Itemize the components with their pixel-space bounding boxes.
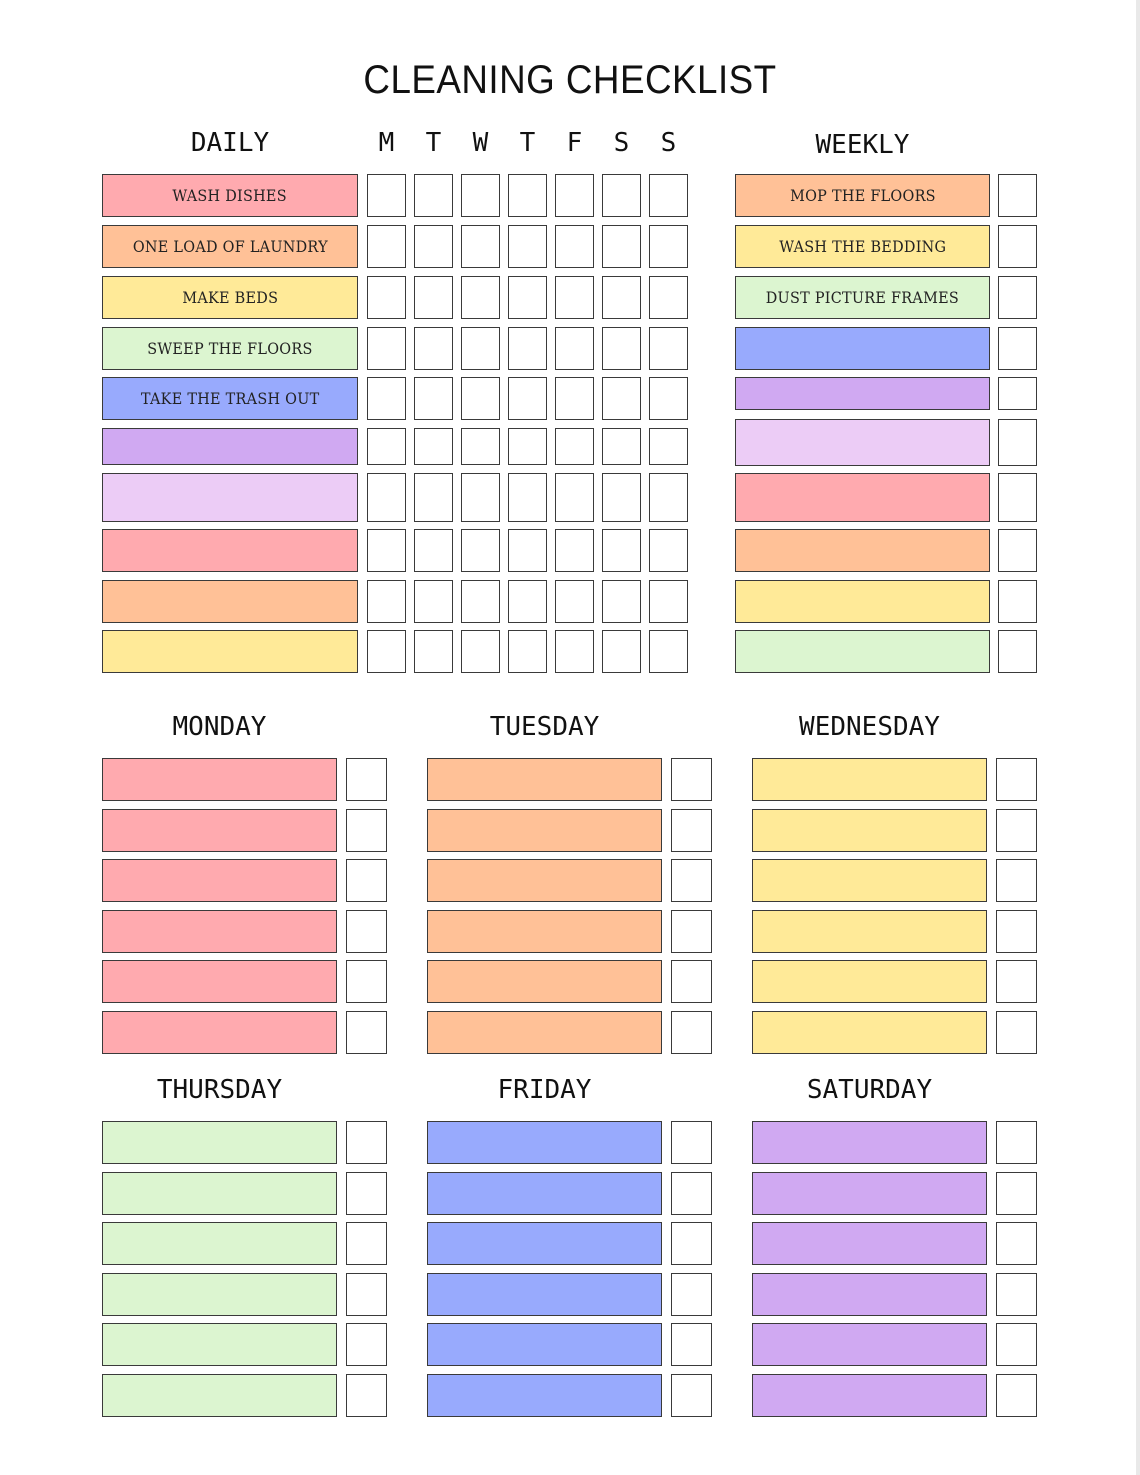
tuesday-checkbox[interactable] xyxy=(671,859,712,902)
daily-checkbox-6-3[interactable] xyxy=(508,473,547,522)
monday-task-bar xyxy=(102,859,337,902)
wednesday-checkbox[interactable] xyxy=(996,1011,1037,1054)
saturday-task-bar xyxy=(752,1121,987,1164)
weekly-task-label: WASH THE BEDDING xyxy=(778,237,947,256)
daily-checkbox-5-0[interactable] xyxy=(367,428,406,465)
daily-checkbox-0-0[interactable] xyxy=(367,174,406,217)
friday-task-bar xyxy=(427,1323,662,1366)
daily-task-1 xyxy=(102,225,358,268)
day-heading-saturday: SATURDAY xyxy=(806,1075,933,1105)
daily-task-0 xyxy=(102,174,358,217)
daily-checkbox-7-5[interactable] xyxy=(602,529,641,572)
day-heading-wednesday: WEDNESDAY xyxy=(799,712,940,742)
saturday-checkbox[interactable] xyxy=(996,1323,1037,1366)
monday-checkbox[interactable] xyxy=(346,910,387,953)
weekly-task-label: MOP THE FLOORS xyxy=(789,186,936,205)
daily-checkbox-6-1[interactable] xyxy=(414,473,453,522)
weekly-task-3 xyxy=(735,327,990,370)
saturday-checkbox[interactable] xyxy=(996,1172,1037,1215)
daily-checkbox-0-5[interactable] xyxy=(602,174,641,217)
daily-checkbox-0-1[interactable] xyxy=(414,174,453,217)
friday-task-bar xyxy=(427,1172,662,1215)
day-letter-3: T xyxy=(519,128,536,158)
weekly-checkbox-4[interactable] xyxy=(998,377,1037,410)
daily-checkbox-3-6[interactable] xyxy=(649,327,688,370)
wednesday-checkbox[interactable] xyxy=(996,809,1037,852)
daily-checkbox-9-3[interactable] xyxy=(508,630,547,673)
daily-checkbox-2-5[interactable] xyxy=(602,276,641,319)
daily-checkbox-1-6[interactable] xyxy=(649,225,688,268)
monday-task-bar xyxy=(102,960,337,1003)
thursday-checkbox[interactable] xyxy=(346,1323,387,1366)
daily-checkbox-3-4[interactable] xyxy=(555,327,594,370)
daily-checkbox-9-2[interactable] xyxy=(461,630,500,673)
daily-task-label: MAKE BEDS xyxy=(182,288,278,307)
day-letter-4: F xyxy=(566,128,583,158)
daily-checkbox-5-1[interactable] xyxy=(414,428,453,465)
thursday-task-bar xyxy=(102,1121,337,1164)
wednesday-checkbox[interactable] xyxy=(996,910,1037,953)
daily-checkbox-0-4[interactable] xyxy=(555,174,594,217)
daily-checkbox-7-6[interactable] xyxy=(649,529,688,572)
daily-checkbox-3-3[interactable] xyxy=(508,327,547,370)
daily-checkbox-3-1[interactable] xyxy=(414,327,453,370)
daily-checkbox-7-4[interactable] xyxy=(555,529,594,572)
weekly-task-0 xyxy=(735,174,990,217)
daily-checkbox-0-3[interactable] xyxy=(508,174,547,217)
thursday-task-bar xyxy=(102,1374,337,1417)
saturday-task-bar xyxy=(752,1273,987,1316)
tuesday-checkbox[interactable] xyxy=(671,809,712,852)
weekly-task-2 xyxy=(735,276,990,319)
page-title: CLEANING CHECKLIST xyxy=(363,58,777,102)
wednesday-task-bar xyxy=(752,758,987,801)
daily-checkbox-1-1[interactable] xyxy=(414,225,453,268)
wednesday-task-bar xyxy=(752,1011,987,1054)
monday-checkbox[interactable] xyxy=(346,758,387,801)
weekly-task-9 xyxy=(735,630,990,673)
weekly-checkbox-0[interactable] xyxy=(998,174,1037,217)
saturday-task-bar xyxy=(752,1374,987,1417)
friday-task-bar xyxy=(427,1222,662,1265)
daily-checkbox-8-4[interactable] xyxy=(555,580,594,623)
daily-checkbox-7-0[interactable] xyxy=(367,529,406,572)
thursday-checkbox[interactable] xyxy=(346,1121,387,1164)
day-letter-5: S xyxy=(613,128,630,158)
wednesday-task-bar xyxy=(752,960,987,1003)
daily-checkbox-2-2[interactable] xyxy=(461,276,500,319)
tuesday-task-bar xyxy=(427,859,662,902)
tuesday-task-bar xyxy=(427,758,662,801)
weekly-checkbox-5[interactable] xyxy=(998,419,1037,466)
daily-task-label: ONE LOAD OF LAUNDRY xyxy=(132,237,328,256)
weekly-checkbox-9[interactable] xyxy=(998,630,1037,673)
weekly-heading: WEEKLY xyxy=(815,130,910,160)
daily-checkbox-6-4[interactable] xyxy=(555,473,594,522)
daily-task-5 xyxy=(102,428,358,465)
daily-checkbox-9-6[interactable] xyxy=(649,630,688,673)
monday-checkbox[interactable] xyxy=(346,809,387,852)
tuesday-checkbox[interactable] xyxy=(671,1011,712,1054)
daily-task-3 xyxy=(102,327,358,370)
daily-checkbox-6-0[interactable] xyxy=(367,473,406,522)
daily-task-6 xyxy=(102,473,358,522)
weekly-checkbox-3[interactable] xyxy=(998,327,1037,370)
daily-checkbox-8-1[interactable] xyxy=(414,580,453,623)
monday-task-bar xyxy=(102,1011,337,1054)
daily-checkbox-4-3[interactable] xyxy=(508,377,547,420)
daily-checkbox-3-0[interactable] xyxy=(367,327,406,370)
daily-task-7 xyxy=(102,529,358,572)
daily-checkbox-4-2[interactable] xyxy=(461,377,500,420)
day-heading-thursday: THURSDAY xyxy=(156,1075,283,1105)
wednesday-checkbox[interactable] xyxy=(996,960,1037,1003)
wednesday-checkbox[interactable] xyxy=(996,758,1037,801)
daily-checkbox-5-2[interactable] xyxy=(461,428,500,465)
daily-task-8 xyxy=(102,580,358,623)
thursday-checkbox[interactable] xyxy=(346,1273,387,1316)
monday-checkbox[interactable] xyxy=(346,960,387,1003)
thursday-task-bar xyxy=(102,1172,337,1215)
daily-checkbox-4-6[interactable] xyxy=(649,377,688,420)
wednesday-task-bar xyxy=(752,809,987,852)
wednesday-task-bar xyxy=(752,910,987,953)
weekly-checkbox-2[interactable] xyxy=(998,276,1037,319)
daily-task-2 xyxy=(102,276,358,319)
weekly-checkbox-1[interactable] xyxy=(998,225,1037,268)
friday-checkbox[interactable] xyxy=(671,1323,712,1366)
day-heading-tuesday: TUESDAY xyxy=(489,712,600,742)
friday-task-bar xyxy=(427,1374,662,1417)
daily-checkbox-1-5[interactable] xyxy=(602,225,641,268)
day-letter-1: T xyxy=(425,128,442,158)
saturday-task-bar xyxy=(752,1323,987,1366)
daily-checkbox-7-1[interactable] xyxy=(414,529,453,572)
weekly-task-8 xyxy=(735,580,990,623)
weekly-checkbox-8[interactable] xyxy=(998,580,1037,623)
daily-checkbox-4-5[interactable] xyxy=(602,377,641,420)
daily-checkbox-0-2[interactable] xyxy=(461,174,500,217)
daily-checkbox-9-1[interactable] xyxy=(414,630,453,673)
daily-task-label: SWEEP THE FLOORS xyxy=(147,339,313,358)
weekly-task-1 xyxy=(735,225,990,268)
day-letter-6: S xyxy=(660,128,677,158)
daily-checkbox-2-0[interactable] xyxy=(367,276,406,319)
saturday-checkbox[interactable] xyxy=(996,1374,1037,1417)
daily-checkbox-9-5[interactable] xyxy=(602,630,641,673)
thursday-task-bar xyxy=(102,1222,337,1265)
friday-checkbox[interactable] xyxy=(671,1374,712,1417)
weekly-checkbox-7[interactable] xyxy=(998,529,1037,572)
friday-checkbox[interactable] xyxy=(671,1121,712,1164)
tuesday-checkbox[interactable] xyxy=(671,910,712,953)
daily-checkbox-2-6[interactable] xyxy=(649,276,688,319)
thursday-checkbox[interactable] xyxy=(346,1172,387,1215)
day-letter-0: M xyxy=(378,128,395,158)
daily-checkbox-5-6[interactable] xyxy=(649,428,688,465)
daily-checkbox-7-3[interactable] xyxy=(508,529,547,572)
friday-checkbox[interactable] xyxy=(671,1222,712,1265)
daily-heading: DAILY xyxy=(190,128,270,158)
daily-checkbox-5-4[interactable] xyxy=(555,428,594,465)
daily-checkbox-2-1[interactable] xyxy=(414,276,453,319)
daily-checkbox-4-1[interactable] xyxy=(414,377,453,420)
daily-checkbox-8-2[interactable] xyxy=(461,580,500,623)
saturday-checkbox[interactable] xyxy=(996,1121,1037,1164)
friday-task-bar xyxy=(427,1273,662,1316)
weekly-checkbox-6[interactable] xyxy=(998,473,1037,522)
daily-task-label: TAKE THE TRASH OUT xyxy=(140,389,320,408)
thursday-task-bar xyxy=(102,1273,337,1316)
daily-checkbox-3-5[interactable] xyxy=(602,327,641,370)
daily-task-4 xyxy=(102,377,358,420)
tuesday-checkbox[interactable] xyxy=(671,758,712,801)
day-heading-friday: FRIDAY xyxy=(497,1075,592,1105)
daily-checkbox-9-0[interactable] xyxy=(367,630,406,673)
tuesday-task-bar xyxy=(427,809,662,852)
daily-checkbox-3-2[interactable] xyxy=(461,327,500,370)
daily-checkbox-1-4[interactable] xyxy=(555,225,594,268)
daily-checkbox-2-3[interactable] xyxy=(508,276,547,319)
weekly-task-7 xyxy=(735,529,990,572)
daily-checkbox-2-4[interactable] xyxy=(555,276,594,319)
daily-checkbox-1-0[interactable] xyxy=(367,225,406,268)
monday-checkbox[interactable] xyxy=(346,1011,387,1054)
daily-checkbox-8-6[interactable] xyxy=(649,580,688,623)
daily-checkbox-1-3[interactable] xyxy=(508,225,547,268)
friday-task-bar xyxy=(427,1121,662,1164)
weekly-task-6 xyxy=(735,473,990,522)
daily-checkbox-6-2[interactable] xyxy=(461,473,500,522)
saturday-task-bar xyxy=(752,1172,987,1215)
daily-checkbox-6-6[interactable] xyxy=(649,473,688,522)
tuesday-task-bar xyxy=(427,960,662,1003)
page-edge xyxy=(1136,0,1140,1475)
daily-task-label: WASH DISHES xyxy=(172,186,288,205)
monday-task-bar xyxy=(102,910,337,953)
daily-checkbox-5-5[interactable] xyxy=(602,428,641,465)
monday-task-bar xyxy=(102,809,337,852)
daily-checkbox-7-2[interactable] xyxy=(461,529,500,572)
monday-checkbox[interactable] xyxy=(346,859,387,902)
daily-checkbox-8-3[interactable] xyxy=(508,580,547,623)
thursday-task-bar xyxy=(102,1323,337,1366)
weekly-task-4 xyxy=(735,377,990,410)
day-letter-2: W xyxy=(472,128,489,158)
daily-checkbox-6-5[interactable] xyxy=(602,473,641,522)
day-heading-monday: MONDAY xyxy=(172,712,267,742)
friday-checkbox[interactable] xyxy=(671,1273,712,1316)
daily-checkbox-5-3[interactable] xyxy=(508,428,547,465)
weekly-task-label: DUST PICTURE FRAMES xyxy=(765,288,960,307)
wednesday-checkbox[interactable] xyxy=(996,859,1037,902)
daily-checkbox-4-0[interactable] xyxy=(367,377,406,420)
saturday-checkbox[interactable] xyxy=(996,1273,1037,1316)
daily-checkbox-8-0[interactable] xyxy=(367,580,406,623)
daily-checkbox-4-4[interactable] xyxy=(555,377,594,420)
tuesday-task-bar xyxy=(427,910,662,953)
tuesday-task-bar xyxy=(427,1011,662,1054)
thursday-checkbox[interactable] xyxy=(346,1374,387,1417)
friday-checkbox[interactable] xyxy=(671,1172,712,1215)
wednesday-task-bar xyxy=(752,859,987,902)
thursday-checkbox[interactable] xyxy=(346,1222,387,1265)
daily-checkbox-0-6[interactable] xyxy=(649,174,688,217)
weekly-task-5 xyxy=(735,419,990,466)
daily-checkbox-9-4[interactable] xyxy=(555,630,594,673)
daily-task-9 xyxy=(102,630,358,673)
saturday-task-bar xyxy=(752,1222,987,1265)
saturday-checkbox[interactable] xyxy=(996,1222,1037,1265)
daily-checkbox-8-5[interactable] xyxy=(602,580,641,623)
monday-task-bar xyxy=(102,758,337,801)
daily-checkbox-1-2[interactable] xyxy=(461,225,500,268)
tuesday-checkbox[interactable] xyxy=(671,960,712,1003)
